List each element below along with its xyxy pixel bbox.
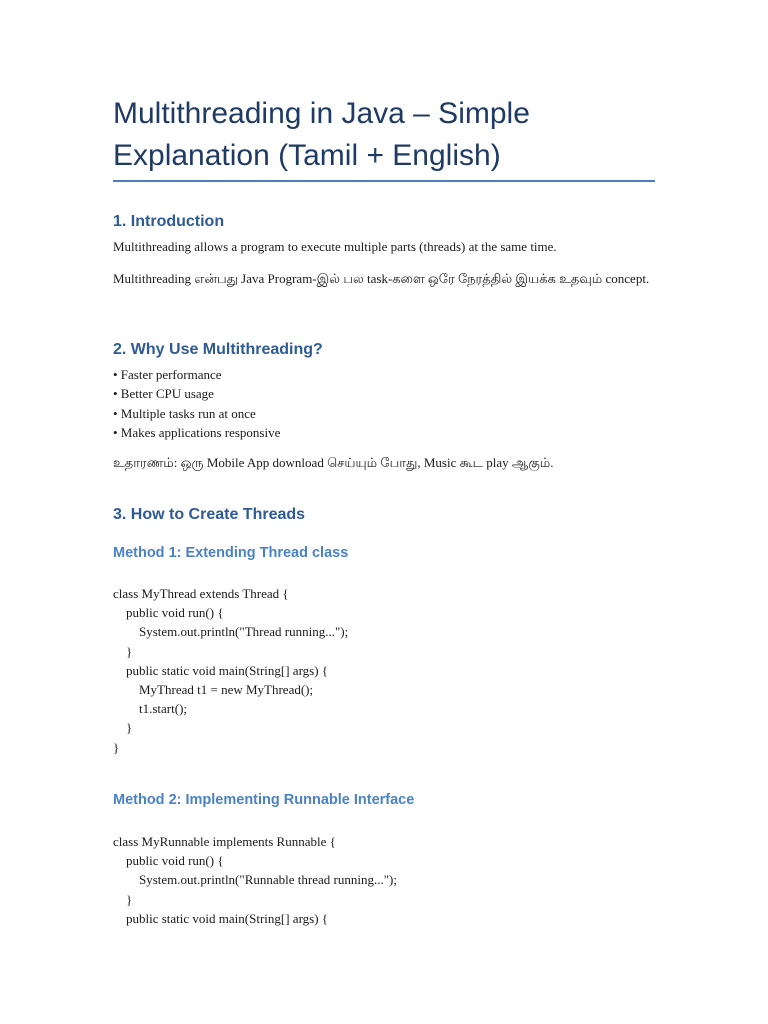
list-item: • Better CPU usage <box>113 386 214 402</box>
section-heading-introduction: 1. Introduction <box>113 213 225 230</box>
method-2-code-block: class MyRunnable implements Runnable { public void run() { System.out.println("Runnable thread running..."); } public static void main(String[] args) { <box>113 834 397 926</box>
title-underline <box>113 180 655 182</box>
example-paragraph-tamil: உதாரணம்: ஒரு Mobile App download செய்யும் போது, Music கூட play ஆகும். <box>113 455 554 470</box>
section-heading-create-threads: 3. How to Create Threads <box>113 506 306 523</box>
list-item: • Multiple tasks run at once <box>113 405 256 421</box>
method-1-heading: Method 1: Extending Thread class <box>113 545 349 561</box>
intro-paragraph-tamil: Multithreading என்பது Java Program-இல் பல task-களை ஒரே நேரத்தில் இயக்க உதவும் concept. <box>113 271 650 286</box>
list-item: • Faster performance <box>113 367 222 382</box>
document-title: Multithreading in Java – Simple Explanation (Tamil + English) <box>113 97 530 172</box>
method-1-code-block: class MyThread extends Thread { public void run() { System.out.println("Thread running..."); } public static void main(String[] args) { MyThread t1 = new MyThread(); t1.start(); } } <box>113 586 349 755</box>
section-heading-why-use: 2. Why Use Multithreading? <box>113 341 323 358</box>
list-item: • Makes applications responsive <box>113 424 281 440</box>
method-2-heading: Method 2: Implementing Runnable Interface <box>113 792 415 808</box>
benefits-list <box>113 365 280 442</box>
intro-paragraph-english: Multithreading allows a program to execute multiple parts (threads) at the same time. <box>113 239 557 254</box>
